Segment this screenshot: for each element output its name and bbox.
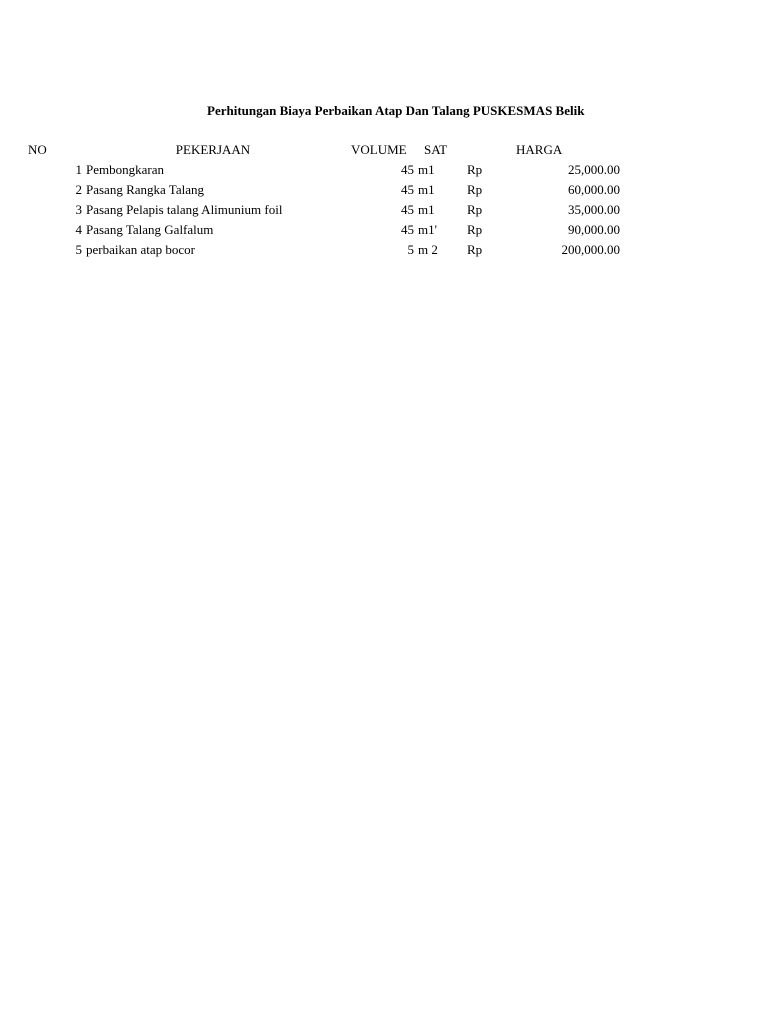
- row-currency: Rp: [467, 162, 483, 177]
- row-pekerjaan: Pasang Talang Galfalum: [86, 222, 214, 237]
- row-volume: 5: [407, 242, 414, 257]
- header-sat: SAT: [424, 142, 448, 157]
- row-volume: 45: [401, 182, 414, 197]
- row-sat: m1: [418, 202, 435, 217]
- row-sat: m 2: [418, 242, 438, 257]
- row-volume: 45: [401, 222, 414, 237]
- table-row: [0, 242, 768, 262]
- row-harga: 25,000.00: [568, 162, 620, 177]
- table-row: [0, 222, 768, 242]
- row-currency: Rp: [467, 182, 483, 197]
- row-number: 2: [75, 182, 82, 197]
- row-volume: 45: [401, 162, 414, 177]
- document-title: Perhitungan Biaya Perbaikan Atap Dan Talang PUSKESMAS Belik: [207, 103, 585, 118]
- row-number: 3: [75, 202, 82, 217]
- row-harga: 200,000.00: [561, 242, 620, 257]
- row-number: 4: [75, 222, 82, 237]
- table-row: [0, 182, 768, 202]
- row-currency: Rp: [467, 202, 483, 217]
- row-pekerjaan: Pasang Rangka Talang: [86, 182, 204, 197]
- row-pekerjaan: Pasang Pelapis talang Alimunium foil: [86, 202, 283, 217]
- header-harga: HARGA: [516, 142, 563, 157]
- row-currency: Rp: [467, 242, 483, 257]
- header-volume: VOLUME: [351, 142, 407, 157]
- row-harga: 60,000.00: [568, 182, 620, 197]
- row-pekerjaan: Pembongkaran: [86, 162, 164, 177]
- row-sat: m1': [418, 222, 437, 237]
- row-number: 1: [75, 162, 82, 177]
- header-pekerjaan: PEKERJAAN: [175, 142, 251, 157]
- row-harga: 35,000.00: [568, 202, 620, 217]
- row-volume: 45: [401, 202, 414, 217]
- row-harga: 90,000.00: [568, 222, 620, 237]
- row-sat: m1: [418, 162, 435, 177]
- table-row: [0, 202, 768, 222]
- row-pekerjaan: perbaikan atap bocor: [86, 242, 196, 257]
- row-number: 5: [75, 242, 82, 257]
- row-sat: m1: [418, 182, 435, 197]
- table-row: [0, 162, 768, 182]
- row-currency: Rp: [467, 222, 483, 237]
- header-no: NO: [28, 142, 47, 157]
